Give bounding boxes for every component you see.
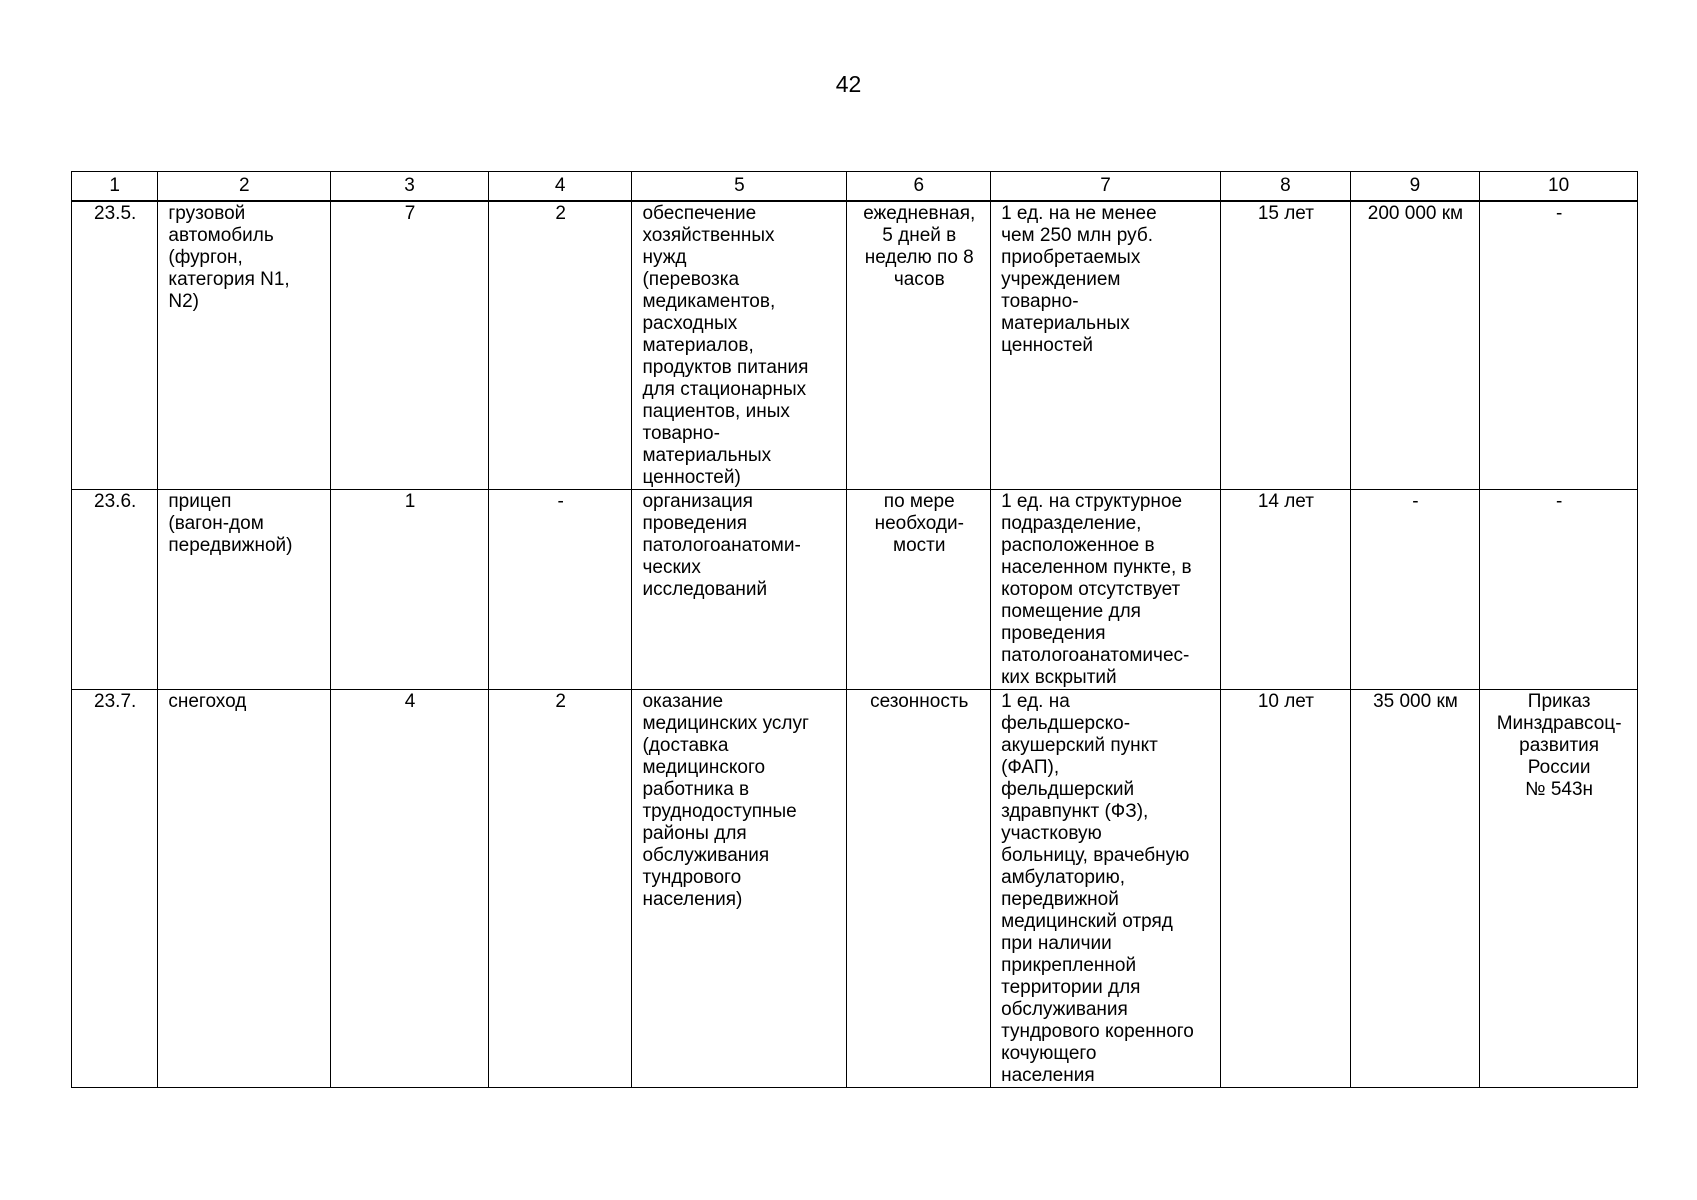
purpose-cell: организация проведения патологоанатоми- ческих исследований [632,490,847,690]
usage-mode-cell: ежедневная, 5 дней в неделю по 8 часов [847,201,991,490]
mileage-cell: 200 000 км [1350,201,1480,490]
basis-cell: - [1480,201,1638,490]
usage-mode-cell: сезонность [847,690,991,1088]
mileage-cell: - [1350,490,1480,690]
column-header-7: 7 [991,172,1221,202]
column-header-1: 1 [72,172,158,202]
item-number-cell: 23.7. [72,690,158,1088]
mileage-cell: 35 000 км [1350,690,1480,1088]
header-row [72,172,1638,202]
column-header-8: 8 [1221,172,1351,202]
service-life-cell: 15 лет [1221,201,1351,490]
column-header-6: 6 [847,172,991,202]
item-number-cell: 23.5. [72,201,158,490]
purpose-cell: обеспечение хозяйственных нужд (перевозка медикаментов, расходных материалов, продуктов питания для стационарных пациентов, иных товарно- материальных ценностей) [632,201,847,490]
table-cell: - [488,490,632,690]
column-header-4: 4 [488,172,632,202]
column-header-10: 10 [1480,172,1638,202]
basis-cell: - [1480,490,1638,690]
purpose-cell: оказание медицинских услуг (доставка медицинского работника в труднодоступные районы для обслуживания тундрового населения) [632,690,847,1088]
column-header-2: 2 [158,172,331,202]
service-life-cell: 10 лет [1221,690,1351,1088]
vehicle-norms-table [71,171,1638,1088]
column-header-5: 5 [632,172,847,202]
vehicle-type-cell: снегоход [158,690,331,1088]
table-cell: 2 [488,690,632,1088]
table-cell: 7 [331,201,489,490]
column-header-9: 9 [1350,172,1480,202]
vehicle-type-cell: прицеп (вагон-дом передвижной) [158,490,331,690]
basis-cell: Приказ Минздравсоц- развития России № 543н [1480,690,1638,1088]
norm-cell: 1 ед. на структурное подразделение, расположенное в населенном пункте, в котором отсутствует помещение для проведения патологоанатомичес- ких вскрытий [991,490,1221,690]
table-row [72,490,1638,690]
service-life-cell: 14 лет [1221,490,1351,690]
table-cell: 4 [331,690,489,1088]
column-header-3: 3 [331,172,489,202]
page-number: 42 [835,71,862,97]
table-row [72,201,1638,490]
usage-mode-cell: по мере необходи- мости [847,490,991,690]
norm-cell: 1 ед. на не менее чем 250 млн руб. приобретаемых учреждением товарно- материальных ценностей [991,201,1221,490]
table-cell: 2 [488,201,632,490]
vehicle-type-cell: грузовой автомобиль (фургон, категория N1, N2) [158,201,331,490]
table-cell: 1 [331,490,489,690]
norm-cell: 1 ед. на фельдшерско- акушерский пункт (ФАП), фельдшерский здравпункт (ФЗ), участковую больницу, врачебную амбулаторию, передвижной медицинский отряд при наличии прикрепленной территории для обслуживания тундрового коренного кочующего населения [991,690,1221,1088]
item-number-cell: 23.6. [72,490,158,690]
table-row [72,690,1638,1088]
